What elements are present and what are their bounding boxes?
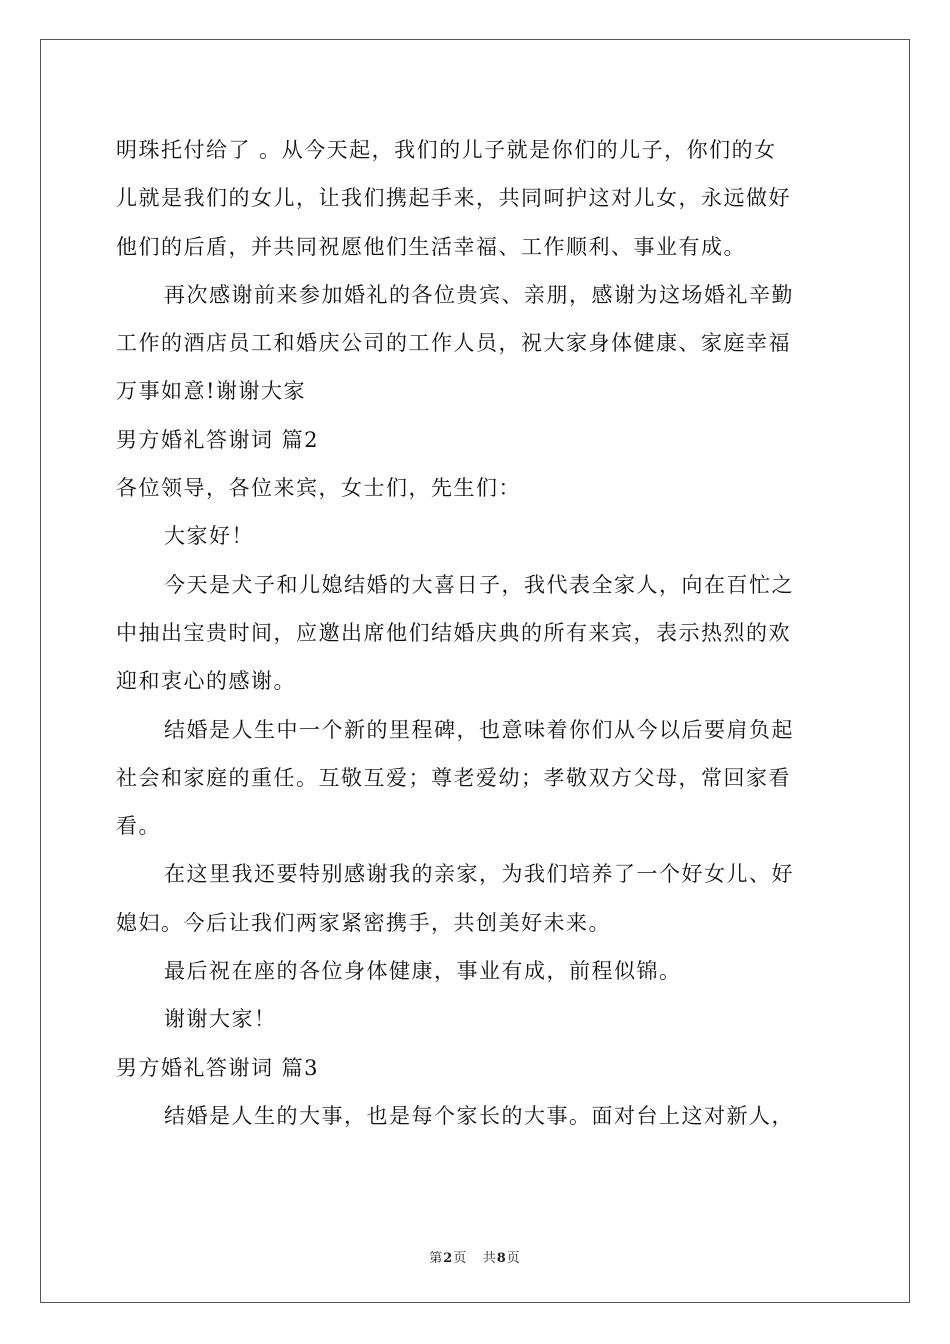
total-pages: 8 — [496, 1251, 507, 1266]
text-line: 结婚是人生的大事，也是每个家长的大事。面对台上这对新人， — [164, 1103, 794, 1128]
text-line: 再次感谢前来参加婚礼的各位贵宾、亲朋，感谢为这场婚礼辛勤 — [164, 282, 794, 307]
text-line: 他们的后盾，并共同祝愿他们生活幸福、工作顺利、事业有成。 — [116, 234, 746, 259]
text-line: 迎和衷心的感谢。 — [116, 669, 296, 694]
text-line: 结婚是人生中一个新的里程碑，也意味着你们从今以后要肩负起 — [164, 717, 794, 742]
total-suffix: 页 — [506, 1251, 521, 1266]
document-body — [116, 126, 836, 1140]
text-line: 谢谢大家！ — [164, 1007, 277, 1032]
text-line: 今天是犬子和儿媳结婚的大喜日子，我代表全家人，向在百忙之 — [164, 572, 794, 597]
page-number: 2 — [443, 1251, 454, 1266]
text-line: 明珠托付给了 。从今天起，我们的儿子就是你们的儿子，你们的女 — [116, 138, 777, 162]
section-heading: 男方婚礼答谢词 篇2 — [116, 427, 320, 452]
text-line: 万事如意!谢谢大家 — [116, 379, 306, 404]
text-line: 媳妇。今后让我们两家紧密携手，共创美好未来。 — [116, 910, 611, 935]
text-line: 看。 — [116, 814, 161, 839]
page-footer — [0, 1247, 950, 1266]
total-prefix: 共 — [482, 1251, 497, 1266]
section-heading: 男方婚礼答谢词 篇3 — [116, 1055, 320, 1080]
page-prefix: 第 — [429, 1251, 444, 1266]
text-line: 工作的酒店员工和婚庆公司的工作人员，祝大家身体健康、家庭幸福 — [116, 331, 791, 356]
text-line: 最后祝在座的各位身体健康，事业有成，前程似锦。 — [164, 959, 682, 984]
text-line: 大家好！ — [164, 524, 254, 549]
text-line: 中抽出宝贵时间，应邀出席他们结婚庆典的所有来宾，表示热烈的欢 — [116, 620, 791, 645]
page-suffix: 页 — [453, 1251, 468, 1266]
text-line: 各位领导，各位来宾，女士们，先生们： — [116, 476, 521, 501]
text-line: 在这里我还要特别感谢我的亲家，为我们培养了一个好女儿、好 — [164, 862, 794, 887]
text-line: 儿就是我们的女儿，让我们携起手来，共同呵护这对儿女，永远做好 — [116, 186, 791, 211]
text-line: 社会和家庭的重任。互敬互爱；尊老爱幼；孝敬双方父母，常回家看 — [116, 765, 791, 790]
